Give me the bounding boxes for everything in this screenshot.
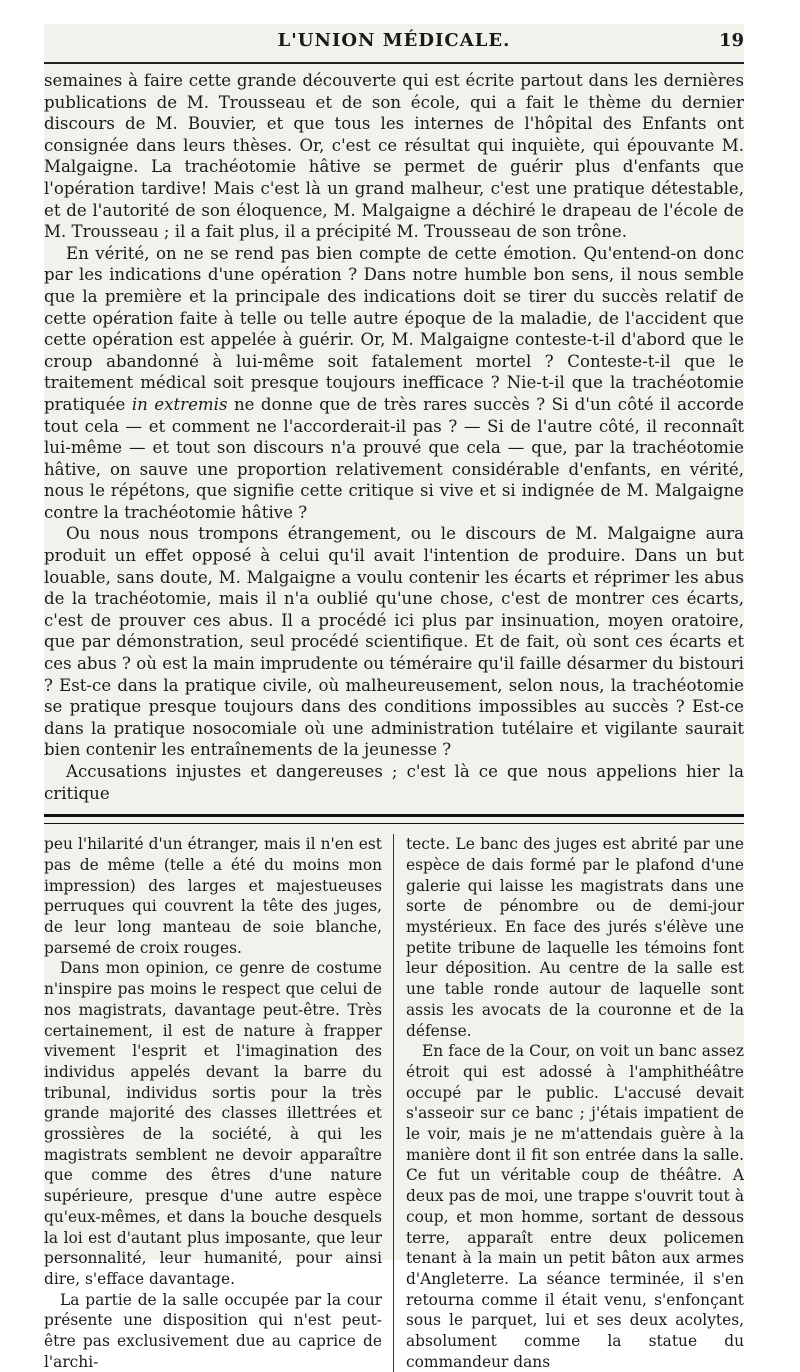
- paragraph: En face de la Cour, on voit un banc assez étroit qui est adossé à l'amphithéâtre occupé par le public. L'accusé devait s'asseoir sur ce banc ; j'étais impatient de le voir, mais je ne m'attendais guère à la manière dont il fit son entrée dans la salle. Ce fut un véritable coup de théâtre. A deux pas de moi, une trappe s'ouvrit tout à coup, et mon homme, sortant de dessous terre, apparaît entre deux policemen tenant à la main un petit bâton aux armes d'Angleterre. La séance terminée, il s'en retourna comme il était venu, s'enfonçant sous le parquet, lui et ses deux acolytes, absolument comme la statue du commandeur dans: [406, 1042, 744, 1371]
- paragraph: peu l'hilarité d'un étranger, mais il n'en est pas de même (telle a été du moins mon impression) des larges et majestueuses perruques qui couvrent la tête des juges, de leur long manteau de soie blanche, parsemé de croix rouges.: [44, 835, 382, 957]
- paragraph: Ou nous nous trompons étrangement, ou le discours de M. Malgaigne aura produit un effet opposé à celui qu'il avait l'intention de produire. Dans un but louable, sans doute, M. Malgaigne a voulu contenir les écarts et réprimer les abus de la trachéotomie, mais il n'a oublié qu'une chose, c'est de montrer ces écarts, c'est de prouver ces abus. Il a procédé ici plus par insinuation, moyen oratoire, que par démonstration, seul procédé scientifique. Et de fait, où sont ces écarts et ces abus ? où est la main imprudente ou téméraire qu'il faille désarmer du bistouri ? Est-ce dans la pratique civile, où malheureusement, selon nous, la trachéotomie se pratique presque toujours dans des conditions impossibles au succès ? Est-ce dans la pratique nosocomiale où une administration tutélaire et vigilante saurait bien contenir les entraînements de la jeunesse ?: [44, 524, 744, 760]
- paragraph: [44, 243, 744, 524]
- text-run: En vérité, on ne se rend pas bien compte de cette émotion. Qu'entend-on donc par les indications d'une opération ? Dans notre humble bon sens, il nous semble que la première et la principale des indications doit se tirer du succès relatif de cette opération faite à telle ou telle autre époque de la maladie, de l'accident que cette opération est appelée à guérir. Or, M. Malgaigne conteste-t-il d'abord que le croup abandonné à lui-même soit fatalement mortel ? Conteste-t-il que le traitement médical soit presque toujours inefficace ? Nie-t-il que la trachéotomie pratiquée: [44, 243, 744, 414]
- page-number: 19: [718, 30, 744, 51]
- paragraph: tecte. Le banc des juges est abrité par une espèce de dais formé par le plafond d'une galerie qui laisse les magistrats dans une sorte de pénombre ou de demi-jour mystérieux. En face des jurés s'élève une petite tribune de laquelle les témoins font leur déposition. Au centre de la salle est une table ronde autour de laquelle sont assis les avocats de la couronne et de la défense.: [406, 835, 744, 1040]
- feuilleton-right-column: [406, 834, 744, 1372]
- journal-title: L'UNION MÉDICALE.: [277, 30, 511, 51]
- paragraph: Accusations injustes et dangereuses ; c'est là ce que nous appelions hier la critique: [44, 762, 744, 803]
- feuilleton-left-column: [44, 834, 382, 1372]
- feuilleton-section: [44, 834, 744, 1372]
- paragraph: La partie de la salle occupée par la cour présente une disposition qui n'est peut-être pas exclusivement due au caprice de l'archi-: [44, 1290, 382, 1371]
- running-head: [44, 24, 744, 64]
- paragraph: semaines à faire cette grande découverte qui est écrite partout dans les dernières publications de M. Trousseau et de son école, qui a fait le thème du dernier discours de M. Bouvier, et que tous les internes de l'hôpital des Enfants ont consignée dans leurs thèses. Or, c'est ce résultat qui inquiète, qui épouvante M. Malgaigne. La trachéotomie hâtive se permet de guérir plus d'enfants que l'opération tardive! Mais c'est là un grand malheur, c'est une pratique détestable, et de l'autorité de son éloquence, M. Malgaigne a déchiré le drapeau de l'école de M. Trousseau ; il a fait plus, il a précipité M. Trousseau de son trône.: [44, 71, 744, 242]
- newspaper-page: [44, 24, 744, 1371]
- feuilleton-separator-rule: [44, 814, 744, 824]
- text-run: ne donne que de très rares succès ? Si d'un côté il accorde tout cela — et comment ne l'accorderait-il pas ? — Si de l'autre côté, il reconnaît lui-même — et tout son discours n'a prouvé que cela — que, par la trachéotomie hâtive, on sauve une proportion relativement considérable d'enfants, en vérité, nous le répétons, que signifie cette critique si vive et si indignée de M. Malgaigne contre la trachéotomie hâtive ?: [44, 394, 744, 522]
- main-article: [44, 64, 744, 804]
- column-divider: [393, 834, 394, 1372]
- italic-phrase: in extremis: [131, 394, 228, 414]
- paragraph: Dans mon opinion, ce genre de costume n'inspire pas moins le respect que celui de nos magistrats, davantage peut-être. Très certainement, il est de nature à frapper vivement l'esprit et l'imagination des individus appelés devant la barre du tribunal, individus sortis pour la très grande majorité des classes illettrées et grossières de la société, à qui les magistrats semblent ne devoir apparaître que comme des êtres d'une nature supérieure, presque d'une autre espèce qu'eux-mêmes, et dans la bouche desquels la loi est d'autant plus imposante, que leur personnalité, leur humanité, pour ainsi dire, s'efface davantage.: [44, 959, 382, 1288]
